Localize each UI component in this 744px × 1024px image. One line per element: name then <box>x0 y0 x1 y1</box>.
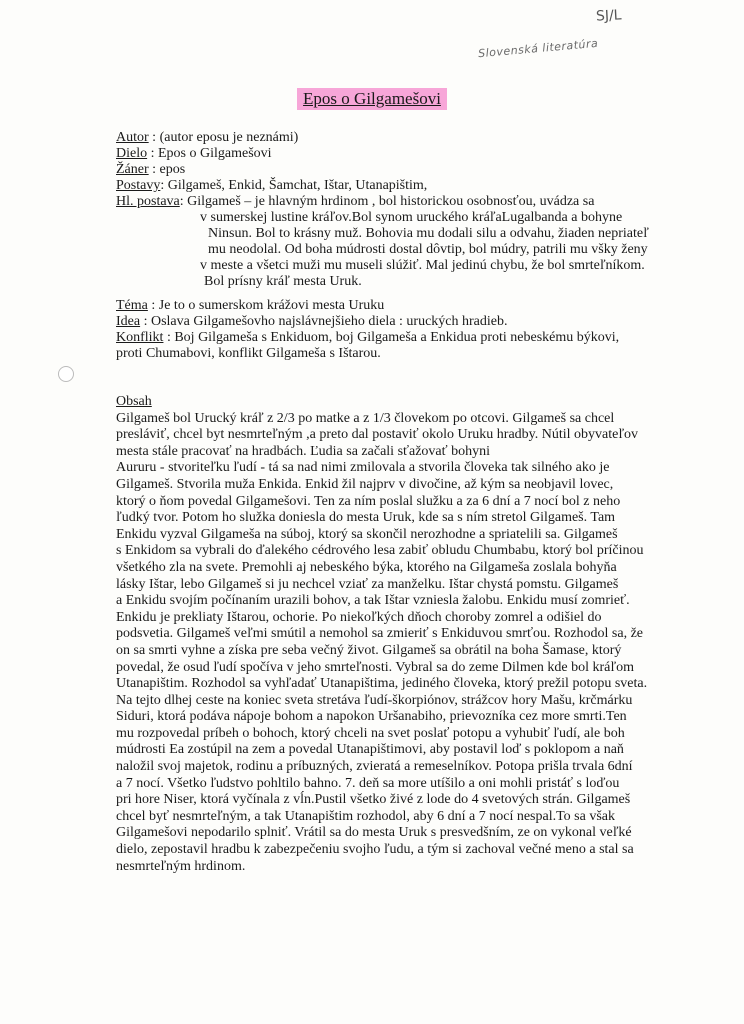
punch-hole <box>58 366 74 382</box>
meta-label: Autor <box>116 130 149 145</box>
meta-label: Žáner <box>116 162 149 177</box>
meta-autor: Autor : (autor eposu je neznámi) <box>116 130 299 145</box>
obsah-line: mesta stále pracovať na hradbách. Ľudia sa začali sťažovať bohyni <box>116 443 491 459</box>
obsah-line: pri hore Niser, ktorá vyčínala z vĺn.Pustil všetko živé z lode do 4 svetových strán. Gilgameš <box>116 792 631 808</box>
obsah-line: presláviť, chcel byt nesmrteľným ,a preto dal postaviť okolo Uruku hradby. Nútil obyvateľov <box>116 427 639 443</box>
obsah-section <box>116 394 716 875</box>
meta-value: Boj Gilgameša s Enkiduom, boj Gilgameša a Enkidua proti nebeskému býkovi, <box>174 330 620 345</box>
obsah-line: on sa smrti vyhne a získa pre seba večný život. Gilgameš sa obrátil na boha Šamase, ktorý <box>116 642 622 658</box>
hl-postava-line: mu neodolal. Od boha múdrosti dostal dôvtip, bol múdry, patrili mu všky ženy <box>208 242 648 257</box>
obsah-line: všetkého zla na svete. Premohli aj nebeského býka, ktorého na Gilgameša zoslala bohyňa <box>116 559 617 575</box>
meta-value: Je to o sumerskom krážovi mesta Uruku <box>158 298 385 313</box>
meta-label: Konflikt <box>116 330 164 345</box>
meta-value: Gilgameš, Enkid, Šamchat, Ištar, Utanapištim, <box>167 178 428 193</box>
obsah-line: dielo, zepostavil hradbu k zabezpečeniu svojho ľudu, a tým si zachoval večné meno a stal sa <box>116 842 634 858</box>
obsah-line: a 7 nocí. Všetko ľudstvo pohltilo bahno. 7. deň sa more utíšilo a oni mohli pristáť s loďou <box>116 775 620 791</box>
meta-postavy: Postavy: Gilgameš, Enkid, Šamchat, Ištar, Utanapištim, <box>116 178 428 193</box>
obsah-line: Siduri, ktorá podáva nápoje bohom a napokon Uršanabiho, prievozníka cez more smrti.Ten <box>116 709 627 725</box>
meta-value: Epos o Gilgamešovi <box>158 146 272 161</box>
obsah-line: ľudký tvor. Potom ho služka doniesla do mesta Uruk, kde sa s ním stretol Gilgameš. Tam <box>116 510 616 526</box>
obsah-line: Gilgameš. Stvorila muža Enkida. Enkid žil najprv v divočine, až kým sa neobjavil lovec, <box>116 476 614 492</box>
obsah-body <box>116 411 716 876</box>
obsah-line: chcel byť nesmrteľným, a tak Utanapištim rozhodol, aby 6 dní a 7 nocí nespal.To sa však <box>116 808 616 824</box>
obsah-line: nesmrteľným hrdinom. <box>116 858 246 874</box>
hl-postava-line: Bol prísny kráľ mesta Uruk. <box>204 274 362 289</box>
obsah-line: Enkidu vyzval Gilgameša na súboj, ktorý sa skončil nerozhodne a spriatelili sa. Gilgameš <box>116 526 618 542</box>
obsah-line: Na tejto dlhej ceste na koniec sveta stretáva ľudí-škorpiónov, strážcov hory Mašu, krčmárku <box>116 692 633 708</box>
obsah-line: lásky Ištar, lebo Gilgameš si ju nechcel vziať za manželku. Ištar chystá pomstu. Gilgameš <box>116 576 619 592</box>
meta-dielo: Dielo : Epos o Gilgamešovi <box>116 146 272 161</box>
obsah-line: naložil svoj majetok, rodinu a príbuzných, zvieratá a remeselníkov. Potopa prišla trvala 6dní <box>116 759 633 775</box>
meta-label: Dielo <box>116 146 148 161</box>
hl-postava-line: v meste a všetci muži mu museli slúžiť. Mal jedinú chybu, že bol smrteľníkom. <box>200 258 645 273</box>
hl-postava-line: Ninsun. Bol to krásny muž. Bohovia mu dodali silu a odvahu, žiaden nepriateľ <box>208 226 649 241</box>
meta-label: Hl. postava <box>116 194 180 209</box>
obsah-line: Utanapištim. Rozhodol sa vyhľadať Utanapištima, jediného človeka, ktorý prežil potopu sveta. <box>116 676 648 692</box>
meta-label: Postavy <box>116 178 161 193</box>
metadata-section <box>116 130 676 362</box>
meta-tema: Téma : Je to o sumerskom krážovi mesta Uruku <box>116 298 385 313</box>
hl-postava-line: v sumerskej lustine kráľov.Bol synom uruckého kráľaLugalbanda a bohyne <box>200 210 623 225</box>
meta-value: Gilgameš – je hlavným hrdinom , bol historickou osobnosťou, uvádza sa <box>187 194 595 209</box>
obsah-line: Gilgamešovi nepodarilo splniť. Vrátil sa do mesta Uruk s presvedšním, ze on vykonal veľké <box>116 825 632 841</box>
obsah-line: mu rozpovedal príbeh o bohoch, ktorý chceli na svet poslať potopu a vyhubiť ľudí, ale boh <box>116 725 625 741</box>
meta-zaner: Žáner : epos <box>116 162 186 177</box>
meta-label: Téma <box>116 298 148 313</box>
meta-hl-postava: Hl. postava: Gilgameš – je hlavným hrdinom , bol historickou osobnosťou, uvádza sa <box>116 194 595 209</box>
meta-value: Oslava Gilgamešovho najslávnejšieho diela : uruckých hradieb. <box>150 314 508 329</box>
obsah-heading: Obsah <box>116 394 152 409</box>
obsah-line: Gilgameš bol Urucký kráľ z 2/3 po matke a z 1/3 človekom po otcovi. Gilgameš sa chcel <box>116 410 615 426</box>
obsah-line: s Enkidom sa vybrali do ďalekého cédrového lesa zabiť obludu Chumbabu, ktorý bol príčinou <box>116 543 644 559</box>
meta-value: (autor eposu je neznámi) <box>159 130 299 145</box>
meta-value: epos <box>159 162 186 177</box>
obsah-line: ktorý o ňom povedal Gilgamešovi. Ten za ním poslal služku a za 6 dní a 7 nocí bol z neho <box>116 493 621 509</box>
obsah-line: povedal, že osud ľudí spočíva v jeho smrteľnosti. Vybral sa do zeme Dilmen kde bol kráľom <box>116 659 634 675</box>
obsah-line: Enkidu je prekliaty Ištarou, ochorie. Po niekoľkých dňoch choroby zomrel a odišiel do <box>116 609 602 625</box>
meta-idea: Idea : Oslava Gilgamešovho najslávnejšieho diela : uruckých hradieb. <box>116 314 508 329</box>
obsah-line: a Enkidu svojím počínaním urazili bohov, a tak Ištar vzniesla žalobu. Enkidu musí zomrieť. <box>116 593 630 609</box>
meta-konflikt: Konflikt : Boj Gilgameša s Enkiduom, boj Gilgameša a Enkidua proti nebeskému býkovi, <box>116 330 620 345</box>
handwritten-note: Slovenská literatúra <box>477 36 599 61</box>
corner-note: SJ/L <box>595 7 622 25</box>
obsah-line: podsvetia. Gilgameš veľmi smútil a nemohol sa zmieriť s Enkiduvou smrťou. Rozhodol sa, že <box>116 626 644 642</box>
konflikt-line: proti Chumabovi, konflikt Gilgameša s Ištarou. <box>116 346 381 361</box>
meta-label: Idea <box>116 314 141 329</box>
document-title: Epos o Gilgamešovi <box>297 88 447 110</box>
obsah-line: Aururu - stvoriteľku ľudí - tá sa nad nimi zmilovala a stvorila človeka tak silného ako je <box>116 460 610 476</box>
obsah-line: múdrosti Ea zostúpil na zem a povedal Utanapištimovi, aby postavil loď s poklopom a naň <box>116 742 624 758</box>
